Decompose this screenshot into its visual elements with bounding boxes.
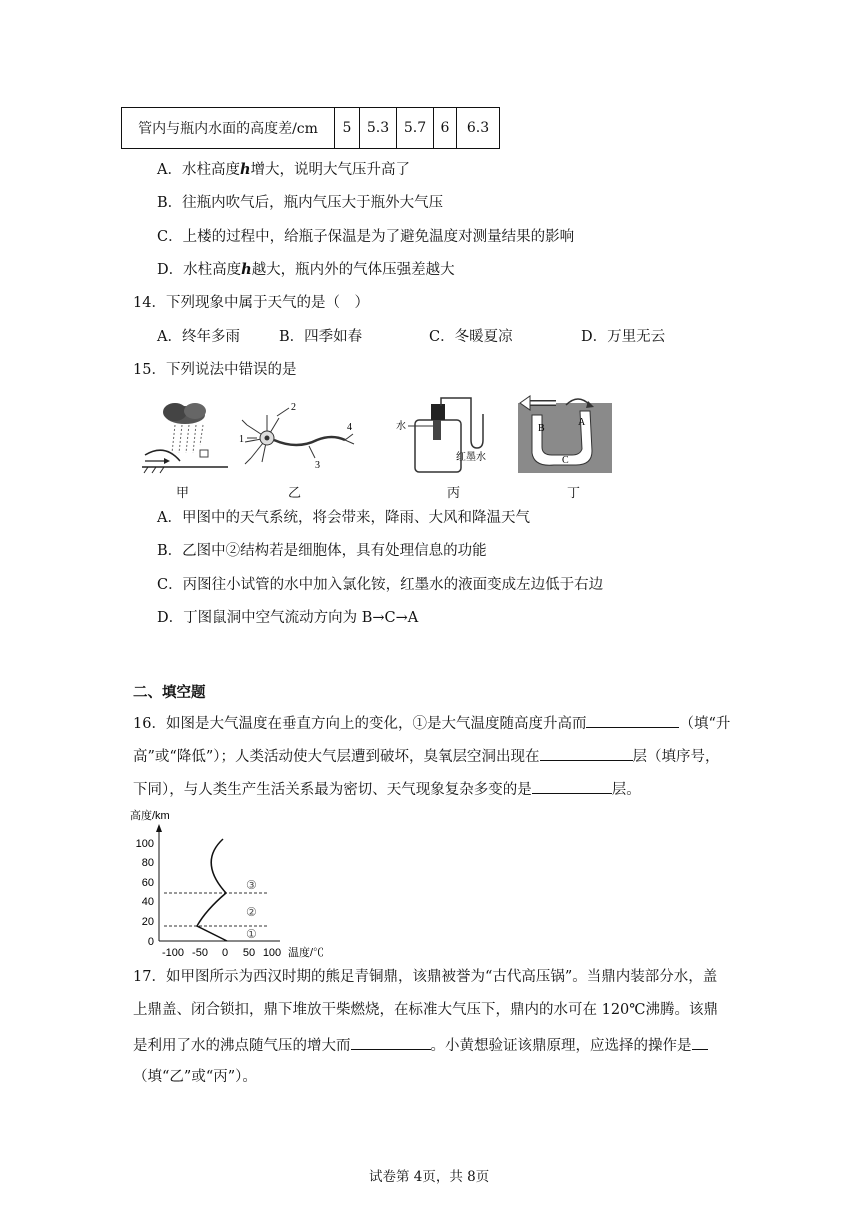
section-title: 二、填空题 xyxy=(133,684,206,701)
y-tick-labels xyxy=(136,838,154,948)
x-tick: -50 xyxy=(192,947,208,959)
graph-xlabel: 温度/℃ xyxy=(288,947,325,959)
flask-figure xyxy=(393,392,503,477)
q16-line1 xyxy=(133,712,730,734)
axon-terminals xyxy=(345,434,354,444)
neuron-label: 4 xyxy=(347,422,352,433)
q16-text: 层。 xyxy=(611,782,641,798)
q17-line4: （填“乙”或“丙”）。 xyxy=(133,1069,257,1085)
arrowhead xyxy=(164,458,170,464)
answer-blank[interactable] xyxy=(692,1034,708,1050)
figure-label-bing: 丙 xyxy=(447,486,461,501)
figure-label-yi: 乙 xyxy=(288,486,302,501)
water-label: 水 xyxy=(396,421,406,432)
y-tick: 80 xyxy=(141,857,154,869)
u-tube xyxy=(441,398,483,448)
x-tick-labels xyxy=(162,947,281,959)
x-tick: 100 xyxy=(262,947,282,959)
page-footer: 试卷第 4页，共 8页 xyxy=(369,1169,490,1185)
y-tick: 40 xyxy=(141,896,154,908)
burrow-figure xyxy=(516,393,614,475)
figure-label-jia: 甲 xyxy=(176,486,190,501)
y-tick: 20 xyxy=(141,916,154,928)
q16-text: 16．如图是大气温度在垂直方向上的变化，①是大气温度随高度升高而 xyxy=(133,716,587,732)
q14-option-b: B．四季如春 xyxy=(279,329,363,345)
table-header-cell: 管内与瓶内水面的高度差/cm xyxy=(122,108,335,149)
nucleus xyxy=(265,436,270,441)
layer-label: ① xyxy=(246,927,257,941)
table-row xyxy=(122,108,500,149)
option-text: D．水柱高度 xyxy=(157,262,242,278)
x-tick: -100 xyxy=(161,947,185,959)
graph-ylabel: 高度/km xyxy=(130,810,170,822)
layer-labels xyxy=(246,878,257,941)
answer-blank[interactable] xyxy=(532,778,612,794)
cloud-shape xyxy=(163,403,187,421)
neuron-figure xyxy=(237,400,357,475)
q17-text: 。小黄想验证该鼎原理，应选择的操作是 xyxy=(430,1038,692,1054)
neuron-label: 3 xyxy=(315,460,320,471)
table-cell: 5 xyxy=(335,108,360,149)
q14-option-d: D．万里无云 xyxy=(581,329,666,345)
table-cell: 6.3 xyxy=(457,108,500,149)
option-text: 越大，瓶内外的气体压强差越大 xyxy=(251,262,455,278)
layer-label: ③ xyxy=(246,878,257,892)
table-cell: 5.3 xyxy=(360,108,397,149)
q13-option-b: B．往瓶内吹气后，瓶内气压大于瓶外大气压 xyxy=(157,195,444,211)
front-curve xyxy=(145,450,180,461)
answer-blank[interactable] xyxy=(540,745,633,761)
variable-h: h xyxy=(241,261,252,278)
axon xyxy=(274,437,345,445)
q15-option-c: C．丙图往小试管的水中加入氯化铵，红墨水的液面变成左边低于右边 xyxy=(157,577,604,593)
q13-option-a xyxy=(157,160,410,180)
pointer-line xyxy=(277,408,289,416)
q15-option-a: A．甲图中的天气系统，将会带来，降雨、大风和降温天气 xyxy=(157,510,530,526)
neuron-label: 1 xyxy=(239,434,244,445)
y-axis-arrow xyxy=(156,824,162,832)
q16-line2 xyxy=(133,745,720,767)
q16-text: （填“升 xyxy=(679,716,731,732)
variable-h: h xyxy=(239,161,251,178)
q15-option-d: D．丁图鼠洞中空气流动方向为 B→C→A xyxy=(157,610,419,626)
neuron-label: 2 xyxy=(291,402,296,413)
q16-text: 层（填序号， xyxy=(632,749,720,765)
small-test-tube xyxy=(433,420,441,440)
q14-option-c: C．冬暖夏凉 xyxy=(429,329,513,345)
q17-text: 是利用了水的沸点随气压的增大而 xyxy=(133,1038,351,1054)
q16-line3 xyxy=(133,778,641,800)
q15-stem: 15．下列说法中错误的是 xyxy=(133,362,297,378)
x-tick: 0 xyxy=(221,947,229,959)
x-tick: 50 xyxy=(242,947,256,959)
q16-text: 高”或“降低”）；人类活动使大气层遭到破坏，臭氧层空洞出现在 xyxy=(133,749,540,765)
burrow-label: C xyxy=(562,455,569,466)
burrow-label: A xyxy=(578,417,586,428)
table-cell: 5.7 xyxy=(397,108,434,149)
y-tick: 0 xyxy=(147,936,154,948)
q17-line3 xyxy=(133,1034,708,1056)
red-ink-label: 红墨水 xyxy=(456,452,486,463)
pointer-line xyxy=(309,446,315,458)
rain-lines xyxy=(172,425,203,453)
q14-option-a: A．终年多雨 xyxy=(157,329,240,345)
cloud-shape xyxy=(184,403,206,419)
small-marker xyxy=(200,450,208,457)
weather-front-figure xyxy=(140,395,230,475)
figure-label-ding: 丁 xyxy=(567,486,581,501)
layer-label: ② xyxy=(246,905,257,919)
table-cell: 6 xyxy=(434,108,457,149)
q13-option-c: C．上楼的过程中，给瓶子保温是为了避免温度对测量结果的影响 xyxy=(157,229,575,245)
q14-stem: 14．下列现象中属于天气的是（ ） xyxy=(133,295,369,311)
option-text: A．水柱高度 xyxy=(157,162,240,178)
q16-text: 下同），与人类生产生活关系最为密切、天气现象复杂多变的是 xyxy=(133,782,532,798)
y-tick: 100 xyxy=(135,838,154,850)
option-text: 增大，说明大气压升高了 xyxy=(250,162,411,178)
q15-option-b: B．乙图中②结构若是细胞体，具有处理信息的功能 xyxy=(157,543,487,559)
y-tick: 60 xyxy=(141,877,154,889)
ground-hatch xyxy=(144,467,164,473)
q17-line2: 上鼎盖、闭合锁扣，鼎下堆放干柴燃烧，在标准大气压下，鼎内的水可在 120℃沸腾。该鼎 xyxy=(133,1002,719,1018)
stopper xyxy=(431,404,445,420)
data-table xyxy=(121,107,500,149)
atmosphere-temperature-graph xyxy=(128,802,348,962)
q17-line1: 17．如甲图所示为西汉时期的熊足青铜鼎，该鼎被誉为“古代高压锅”。当鼎内装部分水，盖 xyxy=(133,969,718,985)
answer-blank[interactable] xyxy=(586,712,679,728)
answer-blank[interactable] xyxy=(351,1034,431,1050)
burrow-label: B xyxy=(538,423,545,434)
q13-option-d xyxy=(157,260,455,280)
